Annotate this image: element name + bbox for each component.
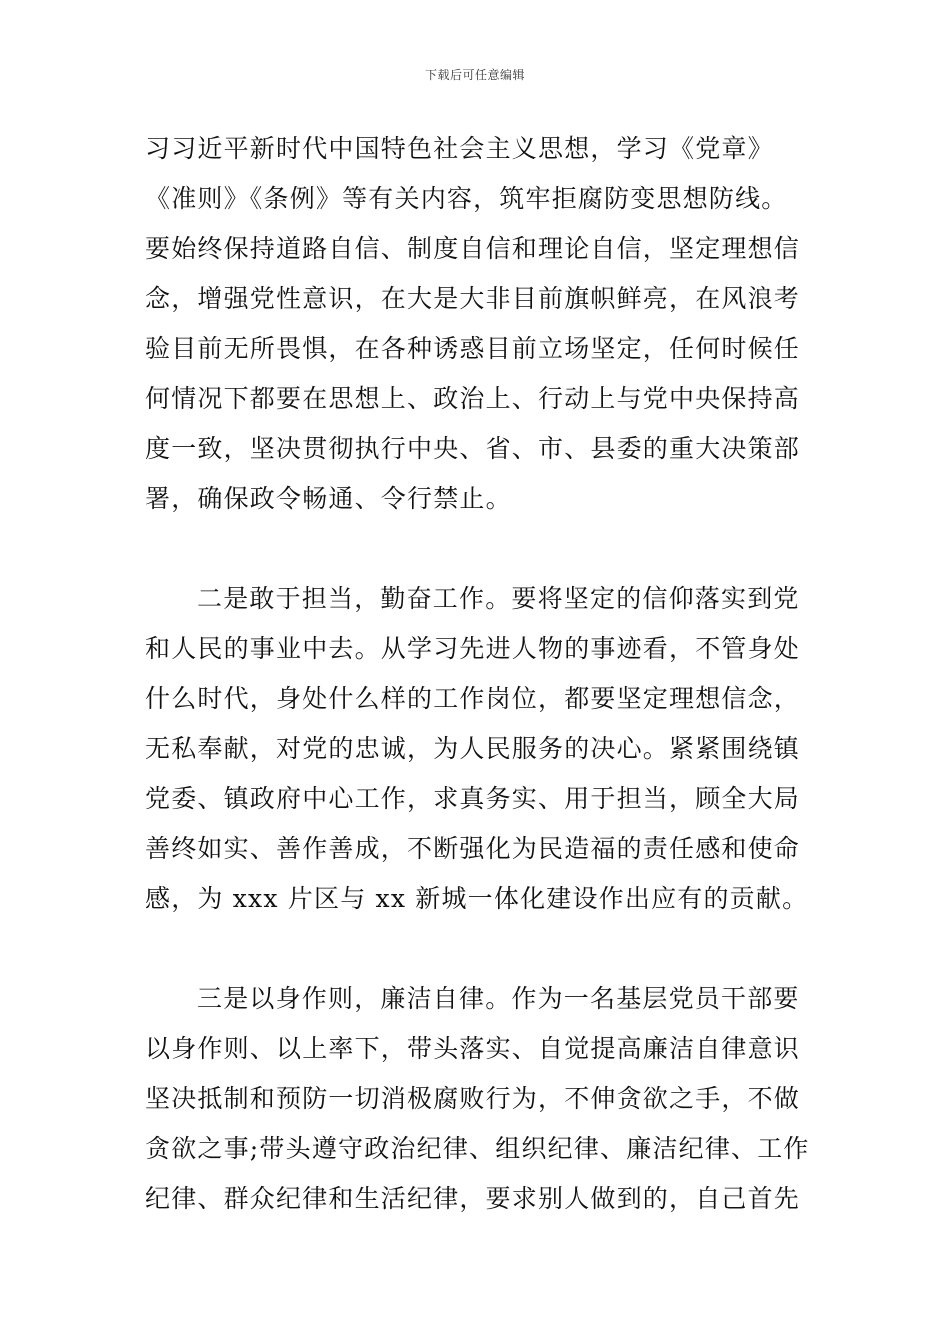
paragraph-line: 度一致，坚决贯彻执行中央、省、市、县委的重大决策部 — [145, 434, 801, 463]
paragraph-line: 《准则》《条例》等有关内容，筑牢拒腐防变思想防线。 — [145, 184, 788, 213]
paragraph-line: 念，增强党性意识，在大是大非目前旗帜鲜亮，在风浪考 — [145, 284, 801, 313]
paragraph-line: 贪欲之事;带头遵守政治纪律、组织纪律、廉洁纪律、工作 — [145, 1134, 810, 1163]
paragraph-line: 要始终保持道路自信、制度自信和理论自信，坚定理想信 — [145, 234, 801, 263]
paragraph-line: 纪律、群众纪律和生活纪律，要求别人做到的，自己首先 — [145, 1184, 801, 1213]
paragraph-line: 善终如实、善作善成，不断强化为民造福的责任感和使命 — [145, 834, 801, 863]
paragraph-line: 什么时代，身处什么样的工作岗位，都要坚定理想信念， — [145, 684, 801, 713]
paragraph-3 — [145, 974, 810, 1224]
paragraph-gap — [145, 524, 810, 574]
paragraph-line: 三是以身作则，廉洁自律。作为一名基层党员干部要 — [197, 984, 800, 1013]
paragraph-line: 感，为 xxx 片区与 xx 新城一体化建设作出应有的贡献。 — [145, 884, 809, 913]
download-note: 下载后可任意编辑 — [424, 68, 525, 82]
paragraph-line: 验目前无所畏惧，在各种诱惑目前立场坚定，任何时候任 — [145, 334, 801, 363]
paragraph-2 — [145, 574, 810, 924]
paragraph-line: 以身作则、以上率下，带头落实、自觉提高廉洁自律意识 — [145, 1034, 801, 1063]
paragraph-line: 二是敢于担当，勤奋工作。要将坚定的信仰落实到党 — [197, 584, 800, 613]
paragraph-line: 和人民的事业中去。从学习先进人物的事迹看，不管身处 — [145, 634, 801, 663]
paragraph-line: 坚决抵制和预防一切消极腐败行为，不伸贪欲之手，不做 — [145, 1084, 801, 1113]
paragraph-gap — [145, 924, 810, 974]
paragraph-line: 习习近平新时代中国特色社会主义思想，学习《党章》 — [145, 134, 774, 163]
paragraph-line: 党委、镇政府中心工作，求真务实、用于担当，顾全大局 — [145, 784, 801, 813]
paragraph-1 — [145, 124, 810, 524]
paragraph-line: 何情况下都要在思想上、政治上、行动上与党中央保持高 — [145, 384, 801, 413]
paragraph-line: 无私奉献，对党的忠诚，为人民服务的决心。紧紧围绕镇 — [145, 734, 801, 763]
document-body — [145, 124, 810, 1224]
paragraph-line: 署，确保政令畅通、令行禁止。 — [145, 484, 512, 513]
